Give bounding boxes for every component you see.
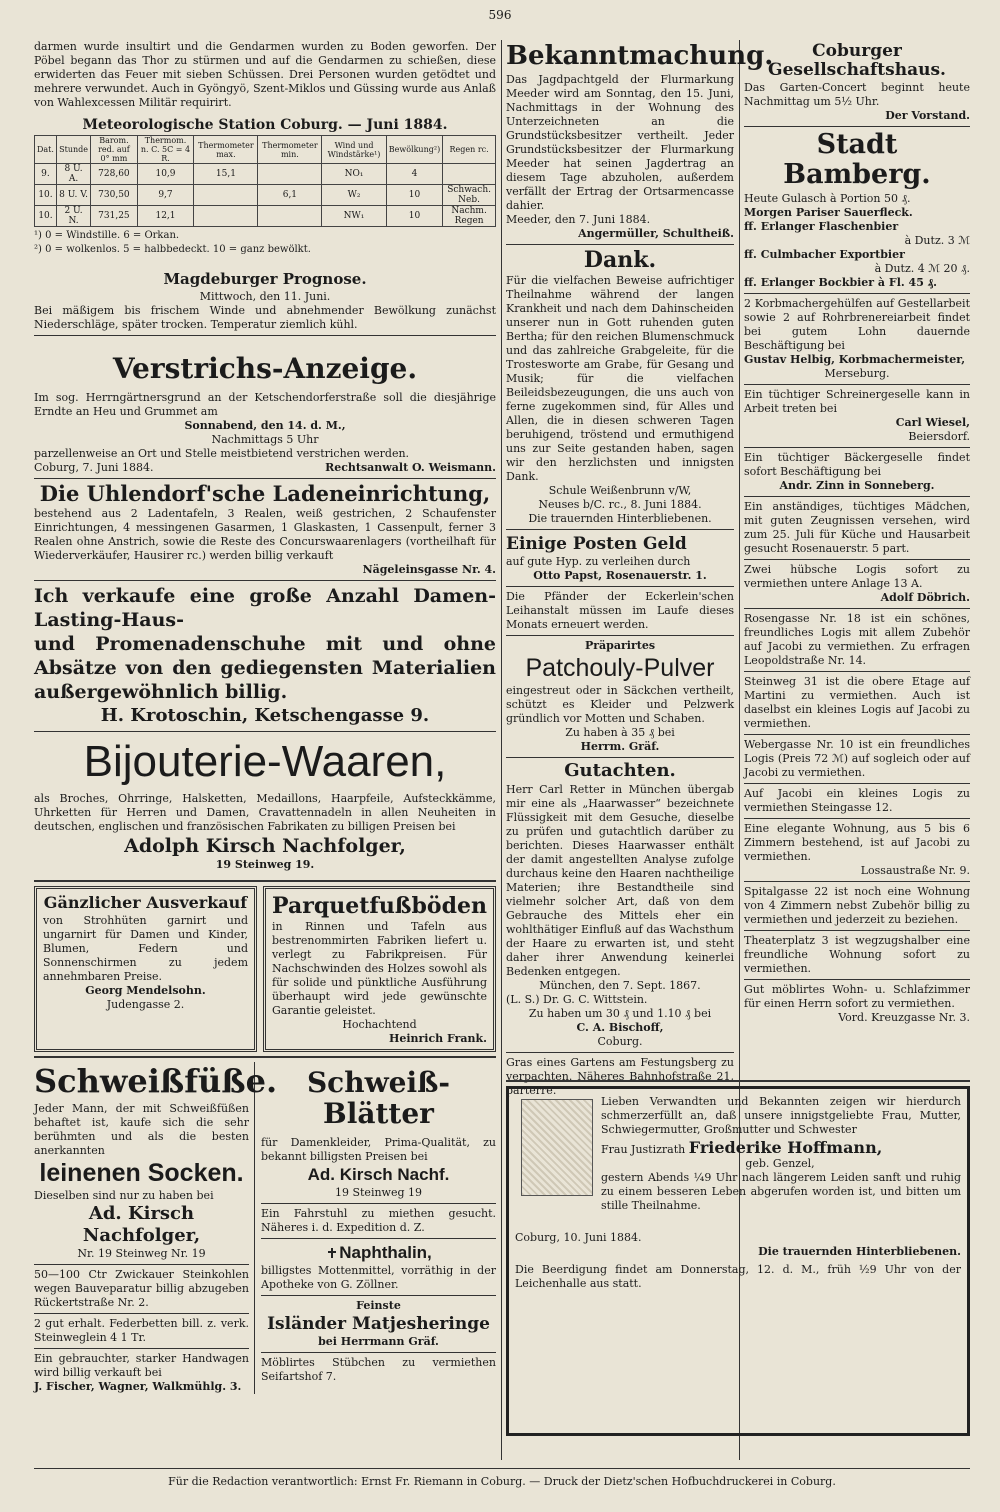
- krotoschin-line: und Promenadenschuhe mit und ohne Absätze von den gediegensten Materialien außergewöhnlich billig.: [34, 632, 496, 703]
- dank-date: Neuses b/C. rc., 8. Juni 1884.: [538, 497, 702, 511]
- naphthalin-title: Naphthalin,: [339, 1242, 432, 1262]
- korbmacher-city: Merseburg.: [824, 366, 890, 380]
- bekanntmachung-sign: Angermüller, Schultheiß.: [578, 226, 734, 240]
- bijouterie-address: 19 Steinweg 19.: [215, 858, 315, 872]
- prognose-text: Bei mäßigem bis frischem Winde und abnehmender Bewölkung zunächst Niederschläge, später trocken. Temperatur ziemlich kühl.: [34, 303, 496, 331]
- table-cell: 9.: [35, 164, 57, 185]
- ad-row: [34, 886, 496, 1052]
- met-title: Meteorologische Station Coburg. — Juni 1884.: [82, 117, 448, 133]
- baecker-ad: Ein tüchtiger Bäckergeselle findet sofort Beschäftigung bei: [744, 450, 970, 478]
- gras-ad: Gras eines Gartens am Festungsberg zu verpachten. Näheres Bahnhofstraße 21, parterre.: [506, 1056, 734, 1098]
- patchouly-price: Zu haben à 35 ₰ bei: [565, 726, 675, 740]
- bamberg-title: Stadt Bamberg.: [783, 129, 931, 191]
- matjes-line: Feinste: [356, 1298, 401, 1312]
- gesellschaftshaus-sign: Der Vorstand.: [885, 109, 970, 123]
- bekanntmachung-date: Meeder, den 7. Juni 1884.: [506, 212, 651, 226]
- parquet-text: in Rinnen und Tafeln aus bestrenommirten Fabriken liefert u. verlegt zu Fabrikpreisen. Für Nachschwinden des Holzes sowohl als für solide und pünktliche Ausführung überhaupt wird jede gewünschte Garantie geleistet.: [272, 920, 487, 1018]
- steinweg-ad: Steinweg 31 ist die obere Etage auf Martini zu vermiethen. Auch ist daselbst ein kleines Logis auf Jacobi zu vermiethen.: [744, 674, 970, 730]
- ausverkauf-address: Judengasse 2.: [106, 997, 185, 1011]
- death-notice-text: Lieben Verwandten und Bekannten zeigen wir hierdurch schmerzerfüllt an, daß unsere innigstgeliebte Frau, Mutter, Schwiegermutter, Großmutter und Schwester: [601, 1095, 961, 1136]
- bamberg-line: Heute Gulasch à Portion 50 ₰.: [744, 191, 911, 205]
- fahrstuhl-ad: Ein Fahrstuhl zu miethen gesucht. Näheres i. d. Expedition d. Z.: [261, 1206, 496, 1234]
- bijouterie-title: Bijouterie-Waaren,: [83, 736, 447, 786]
- schweissfuesse-sign: Ad. Kirsch Nachfolger,: [82, 1203, 201, 1247]
- table-cell: [194, 206, 258, 227]
- verstrich-place: Coburg, 7. Juni 1884.: [34, 460, 154, 474]
- bamberg-line: ff. Erlanger Flaschenbier: [744, 219, 899, 233]
- schreiner-city: Beiersdorf.: [908, 429, 970, 443]
- death-notice-sign: Die trauernden Hinterbliebenen.: [758, 1245, 961, 1258]
- schweissfuesse-text: Dieselben sind nur zu haben bei: [34, 1189, 214, 1203]
- baecker-sign: Andr. Zinn in Sonneberg.: [779, 478, 935, 492]
- uhlendorf-title: Die Uhlendorf'sche Ladeneinrichtung,: [39, 480, 491, 506]
- schreiner-sign: Carl Wiesel,: [895, 415, 970, 429]
- ad-subcolumn: [34, 1062, 278, 1394]
- table-row: [35, 185, 496, 206]
- table-cell: NW₁: [322, 206, 386, 227]
- matjes-title: Isländer Matjesheringe: [267, 1313, 490, 1334]
- table-cell: 731,25: [91, 206, 137, 227]
- zimmer-ad: Gut möblirtes Wohn- u. Schlafzimmer für einen Herrn sofort zu vermiethen.: [744, 982, 970, 1010]
- table-cell: [194, 185, 258, 206]
- naphthalin-heading: [261, 1242, 496, 1264]
- table-cell: 8 U. V.: [56, 185, 90, 206]
- gutachten-price: Zu haben um 30 ₰ und 1.10 ₰ bei: [528, 1007, 712, 1021]
- ad-row: [34, 1062, 496, 1394]
- bamberg-line: ff. Erlanger Bockbier à Fl. 45 ₰.: [744, 275, 938, 289]
- table-cell: 12,1: [137, 206, 194, 227]
- table-cell: 728,60: [91, 164, 137, 185]
- death-notice-name-line: [601, 1138, 961, 1157]
- federbetten-ad: 2 gut erhalt. Federbetten bill. z. verk. Steinweglein 4 1 Tr.: [34, 1317, 249, 1345]
- logis-sign: Adolf Döbrich.: [880, 590, 970, 604]
- pfand-ad: Die Pfänder der Eckerlein'schen Leihanstalt müssen im Laufe dieses Monats erneuert werden.: [506, 589, 734, 631]
- ausverkauf-sign: Georg Mendelsohn.: [85, 983, 206, 997]
- bamberg-line: à Dutz. 4 ℳ 20 ₰.: [874, 261, 970, 275]
- table-row: [35, 206, 496, 227]
- table-header: Thermom. n. C. 5C = 4 R.: [137, 136, 194, 164]
- table-row: [35, 164, 496, 185]
- schweissblaetter-address: 19 Steinweg 19: [334, 1185, 423, 1199]
- bamberg-line: à Dutz. 3 ℳ: [904, 233, 970, 247]
- met-note: ¹) 0 = Windstille. 6 = Orkan.: [34, 230, 180, 242]
- death-notice-title: Frau Justizrath: [601, 1143, 686, 1156]
- news-intro: darmen wurde insultirt und die Gendarmen wurden zu Boden geworfen. Der Pöbel begann das Thor zu stürmen und auf die Gendarmen zu schießen, diese erwiderten das Feuer mit sieben Schüssen. Drei Personen wurden getödtet und mehrere verwundet. Auch in Gyöngyö, Szent-Miklos und Güssing wurde aus Anlaß von Wahlexcessen Militär requirirt.: [34, 40, 496, 109]
- verstrich-title: Verstrichs-Anzeige.: [112, 351, 418, 385]
- parquet-title: Parquetfußböden: [272, 893, 487, 920]
- table-header: Wind und Windstärke¹): [322, 136, 386, 164]
- verstrich-sign: Rechtsanwalt O. Weismann.: [325, 460, 496, 474]
- gesellschaftshaus-text: Das Garten-Concert beginnt heute Nachmittag um 5½ Uhr.: [744, 81, 970, 109]
- table-header: Dat.: [35, 136, 57, 164]
- rosengasse-ad: Rosengasse Nr. 18 ist ein schönes, freundliches Logis mit allem Zubehör auf Jacobi zu vermiethen. Zu erfragen Leopoldstraße Nr. 14.: [744, 611, 970, 667]
- table-cell: 2 U. N.: [56, 206, 90, 227]
- table-cell: 10,9: [137, 164, 194, 185]
- ausverkauf-ad: [34, 886, 257, 1052]
- table-header: Regen rc.: [443, 136, 496, 164]
- socken-title: leinenen Socken.: [39, 1158, 244, 1187]
- krotoschin-line: Ich verkaufe eine große Anzahl Damen-Lasting-Haus-: [34, 584, 496, 631]
- prognose-date: Mittwoch, den 11. Juni.: [199, 289, 331, 303]
- table-cell: [258, 206, 322, 227]
- table-cell: 8 U. A.: [56, 164, 90, 185]
- schweissblaetter-sign: Ad. Kirsch Nachf.: [307, 1164, 450, 1184]
- dank-sign: Die trauernden Hinterbliebenen.: [528, 511, 712, 525]
- table-header: Thermometer min.: [258, 136, 322, 164]
- geld-sign: Otto Papst, Rosenauerstr. 1.: [533, 568, 707, 582]
- schweissfuesse-text: Jeder Mann, der mit Schweißfüßen behaftet ist, kaufe sich die sehr berühmten und als die besten anerkannten: [34, 1101, 249, 1157]
- verstrich-footer: [34, 461, 496, 475]
- webergasse-ad: Webergasse Nr. 10 ist ein freundliches Logis (Preis 72 ℳ) auf sogleich oder auf Jacobi zu vermiethen.: [744, 737, 970, 779]
- table-cell: NO₁: [322, 164, 386, 185]
- table-cell: [443, 164, 496, 185]
- handwagen-sign: J. Fischer, Wagner, Walkmühlg. 3.: [34, 1380, 242, 1394]
- patchouly-title: Patchouly-Pulver: [525, 653, 715, 682]
- parquet-ad: [263, 886, 496, 1052]
- table-cell: 9,7: [137, 185, 194, 206]
- dank-text: Für die vielfachen Beweise aufrichtiger Theilnahme während der langen Krankheit und nach dem Dahinscheiden unserer nun in Gott ruhenden guten Bertha; für den reichen Blumenschmuck und das zahlreiche Grabgeleite, für die Trostesworte am Grabe, für Gesang und Musik; für die vielfachen Beileidsbezeugungen, die uns auch von ferne zugekommen sind, für Alles und Allen, die in diesen schweren Tagen beruhigend, tröstend und ermuthigend uns zur Seite gestanden haben, sagen wir den herzlichsten und innigsten Dank.: [506, 273, 734, 483]
- bamberg-line: ff. Culmbacher Exportbier: [744, 247, 905, 261]
- gutachten-date: München, den 7. Sept. 1867.: [539, 979, 701, 993]
- death-notice-born: geb. Genzel,: [745, 1157, 815, 1170]
- table-cell: 10: [386, 185, 442, 206]
- geld-title: Einige Posten Geld: [506, 533, 687, 554]
- patchouly-pre: Präparirtes: [584, 638, 656, 652]
- gutachten-sign: (L. S.) Dr. G. C. Wittstein.: [506, 993, 648, 1007]
- column-left: [34, 40, 496, 1460]
- met-table: [34, 135, 496, 227]
- gutachten-city: Coburg.: [597, 1035, 643, 1049]
- zimmer-address: Vord. Kreuzgasse Nr. 3.: [838, 1010, 970, 1024]
- wohnung-ad: Eine elegante Wohnung, aus 5 bis 6 Zimmern bestehend, ist auf Jacobi zu vermiethen.: [744, 821, 970, 863]
- patchouly-text: eingestreut oder in Säckchen vertheilt, schützt es Kleider und Pelzwerk gründlich vor Motten und Schaben.: [506, 684, 734, 726]
- death-notice-date: Coburg, 10. Juni 1884.: [515, 1231, 642, 1244]
- schweissfuesse-address: Nr. 19 Steinweg Nr. 19: [77, 1247, 206, 1261]
- schweissblaetter-title: Schweiß-Blätter: [306, 1066, 451, 1131]
- page-number: 596: [488, 8, 512, 22]
- bamberg-line: Morgen Pariser Sauerfleck.: [744, 205, 913, 219]
- met-note: ²) 0 = wolkenlos. 5 = halbbedeckt. 10 = ganz bewölkt.: [34, 244, 311, 256]
- dank-place: Schule Weißenbrunn v/W,: [548, 483, 692, 497]
- column-right: [744, 40, 970, 1072]
- death-notice-funeral: Die Beerdigung findet am Donnerstag, 12. d. M., früh ½9 Uhr von der Leichenhalle aus statt.: [515, 1263, 961, 1290]
- table-header: Barom. red. auf 0° mm: [91, 136, 137, 164]
- kohlen-ad: 50—100 Ctr Zwickauer Steinkohlen wegen Bauveparatur billig abzugeben Rückertstraße Nr. 2.: [34, 1268, 249, 1310]
- uhlendorf-address: Nägeleinsgasse Nr. 4.: [362, 562, 496, 576]
- logis-ad: Zwei hübsche Logis sofort zu vermiethen untere Anlage 13 A.: [744, 562, 970, 590]
- verstrich-time: Nachmittags 5 Uhr: [211, 432, 319, 446]
- table-cell: Schwach. Neb.: [443, 185, 496, 206]
- table-cell: 10: [386, 206, 442, 227]
- geld-text: auf gute Hyp. zu verleihen durch: [506, 554, 691, 568]
- krotoschin-sign: H. Krotoschin, Ketschengasse 9.: [100, 704, 430, 726]
- table-cell: 730,50: [91, 185, 137, 206]
- naphthalin-text: billigstes Mottenmittel, vorräthig in der Apotheke von G. Zöllner.: [261, 1263, 496, 1291]
- verstrich-text: parzellenweise an Ort und Stelle meistbietend verstrichen werden.: [34, 446, 410, 460]
- bekanntmachung-title: Bekanntmachung.: [506, 41, 774, 71]
- ausverkauf-title: Gänzlicher Ausverkauf: [43, 893, 248, 913]
- table-cell: 15,1: [194, 164, 258, 185]
- wohnung-address: Lossaustraße Nr. 9.: [860, 863, 970, 877]
- bijouterie-text: als Broches, Ohrringe, Halsketten, Medaillons, Haarpfeile, Aufsteckkämme, Uhrketten für Herren und Damen, Cravattennadeln in allen Neuheiten in deutschen, englischen und französischen Fabrikaten zu billigen Preisen bei: [34, 792, 496, 834]
- table-header: Bewölkung²): [386, 136, 442, 164]
- table-cell: [258, 164, 322, 185]
- death-notice: [506, 1080, 970, 1461]
- gutachten-text: Herr Carl Retter in München übergab mir eine als „Haarwasser“ bezeichnete Flüssigkeit mit dem Gesuche, dieselbe zu prüfen und gutachtlich darüber zu berichten. Dieses Haarwasser enthält der damit angestellten Analyse zufolge durchaus keine den Haaren nachtheilige Materien; ihre Bestandtheile sind vielmehr solcher Art, daß von dem Gebrauche des Mittels eher ein wohlthätiger Einfluß auf das Wachsthum der Haare zu erwarten ist, und steht daher ihrer Anwendung keinerlei Bedenken entgegen.: [506, 783, 734, 979]
- verstrich-text: Im sog. Herrngärtnersgrund an der Ketschendorferstraße soll die diesjährige Erndte an Heu und Grummet am: [34, 390, 496, 418]
- bijouterie-sign: Adolph Kirsch Nachfolger,: [124, 835, 406, 858]
- parquet-greeting: Hochachtend: [342, 1018, 417, 1032]
- cross-icon: [328, 1248, 336, 1258]
- handwagen-ad: Ein gebrauchter, starker Handwagen wird billig verkauft bei: [34, 1352, 249, 1380]
- parquet-sign: Heinrich Frank.: [388, 1032, 487, 1046]
- bekanntmachung-text: Das Jagdpachtgeld der Flurmarkung Meeder wird am Sonntag, den 15. Juni, Nachmittags in der Wohnung des Unterzeichneten an die Grundstücksbesitzer vertheilt. Jeder Grundstücksbesitzer der Flurmarkung Meeder hat seinen Jagdertrag an diesem Tage abzuholen, außerdem verfällt der Ertrag der Ortsarmencasse dahier.: [506, 72, 734, 212]
- table-cell: 10.: [35, 206, 57, 227]
- prognose-title: Magdeburger Prognose.: [163, 270, 367, 289]
- death-notice-name: Friederike Hoffmann,: [688, 1138, 883, 1157]
- table-row: [35, 136, 496, 164]
- schreiner-ad: Ein tüchtiger Schreinergeselle kann in Arbeit treten bei: [744, 387, 970, 415]
- page-footer: Für die Redaction verantwortlich: Ernst Fr. Riemann in Coburg. — Druck der Dietz'schen Hofbuchdruckerei in Coburg.: [34, 1468, 970, 1488]
- gutachten-seller: C. A. Bischoff,: [576, 1021, 664, 1035]
- ad-subcolumn: [261, 1062, 496, 1394]
- uhlendorf-text: bestehend aus 2 Ladentafeln, 3 Realen, weiß gestrichen, 2 Schaufenster Einrichtungen, 4 messingenen Gasarmen, 1 Glaskasten, 1 Cassenpult, ferner 3 Realen ohne Anstrich, sowie die Reste des Concurswaarenlagers (vortheilhaft für Wiederverkäufer, Hausirer rc.) werden billig verkauft: [34, 506, 496, 562]
- table-cell: 4: [386, 164, 442, 185]
- theaterplatz-ad: Theaterplatz 3 ist wegzugshalber eine freundliche Wohnung sofort zu vermiethen.: [744, 933, 970, 975]
- jacobi-ad: Auf Jacobi ein kleines Logis zu vermiethen Steingasse 12.: [744, 786, 970, 814]
- ausverkauf-text: von Strohhüten garnirt und ungarnirt für Damen und Kinder, Blumen, Federn und Sonnenschirmen zu jedem annehmbaren Preise.: [43, 913, 248, 983]
- death-notice-frame: [506, 1086, 970, 1436]
- column-rule: [501, 40, 502, 1460]
- table-header: Thermometer max.: [194, 136, 258, 164]
- schweissblaetter-text: für Damenkleider, Prima-Qualität, zu bekannt billigsten Preisen bei: [261, 1135, 496, 1163]
- table-header: Stunde: [56, 136, 90, 164]
- gesellschaftshaus-title: Coburger Gesellschaftshaus.: [768, 41, 946, 80]
- table-cell: 6,1: [258, 185, 322, 206]
- gutachten-title: Gutachten.: [564, 760, 676, 782]
- schweissfuesse-title: Schweißfüße.: [34, 1062, 278, 1101]
- spitalgasse-ad: Spitalgasse 22 ist noch eine Wohnung von 4 Zimmern nebst Zubehör billig zu vermiethen und jederzeit zu beziehen.: [744, 884, 970, 926]
- table-cell: W₂: [322, 185, 386, 206]
- maedchen-ad: Ein anständiges, tüchtiges Mädchen, mit guten Zeugnissen versehen, wird zum 25. Juli für Küche und Hausarbeit gesucht Rosenauerstr. 5 part.: [744, 499, 970, 555]
- table-cell: 10.: [35, 185, 57, 206]
- dank-title: Dank.: [583, 246, 657, 273]
- korbmacher-sign: Gustav Helbig, Korbmachermeister,: [744, 352, 966, 366]
- stuebchen-ad: Möblirtes Stübchen zu vermiethen Seifartshof 7.: [261, 1355, 496, 1383]
- patchouly-sign: Herrm. Gräf.: [580, 740, 660, 754]
- korbmacher-ad: 2 Korbmachergehülfen auf Gestellarbeit sowie 2 auf Rohrbrenereiarbeit findet bei gutem Lohn dauernde Beschäftigung bei: [744, 296, 970, 352]
- verstrich-date: Sonnabend, den 14. d. M.,: [184, 418, 346, 432]
- matjes-sign: bei Herrmann Gräf.: [318, 1334, 439, 1348]
- death-notice-text: gestern Abends ¼9 Uhr nach längerem Leiden sanft und ruhig zu einem besseren Leben abgerufen worden ist, und bitten um stille Theilnahme.: [601, 1171, 961, 1212]
- table-cell: Nachm. Regen: [443, 206, 496, 227]
- urn-image: [521, 1099, 593, 1196]
